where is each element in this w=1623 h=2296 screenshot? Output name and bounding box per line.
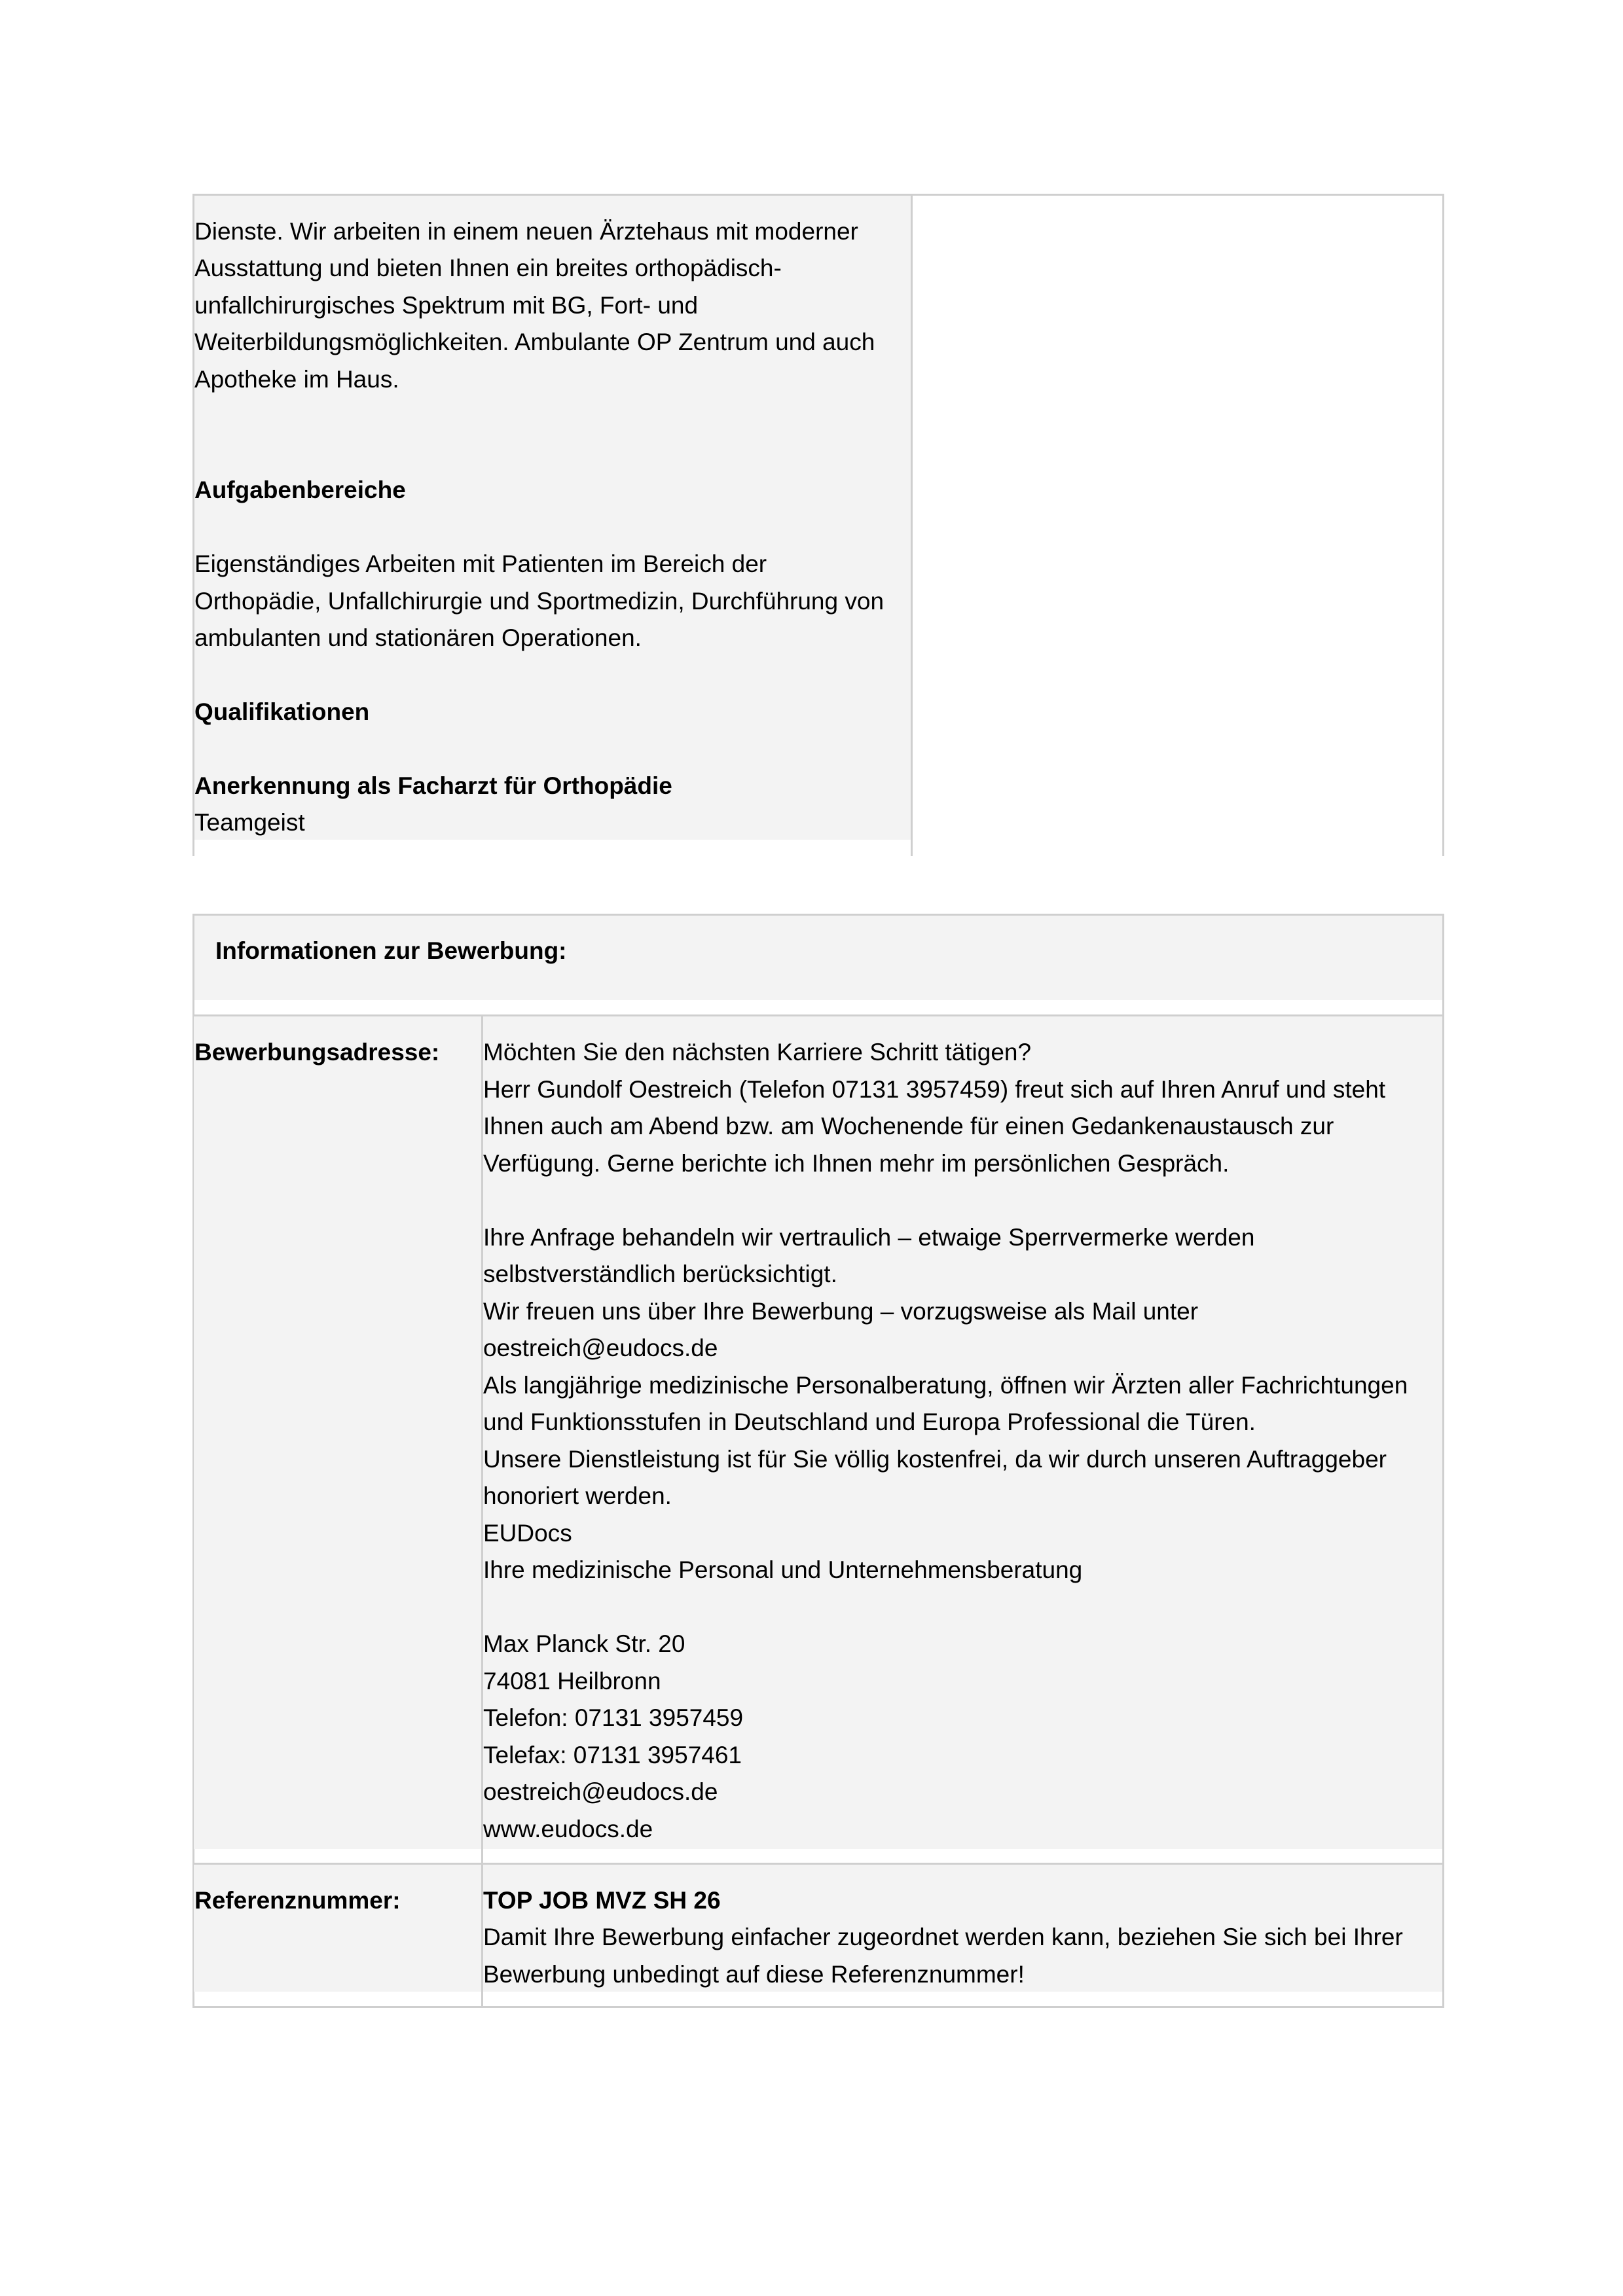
qualification-plain: Teamgeist [194,809,305,836]
reference-number: TOP JOB MVZ SH 26 [483,1887,721,1914]
address-line: Wir freuen uns über Ihre Bewerbung – vorzugsweise als Mail unter [483,1298,1199,1325]
application-header: Informationen zur Bewerbung: [215,937,567,964]
label-cell-bg [194,1016,481,1849]
reference-label: Referenznummer: [194,1887,401,1914]
address-label: Bewerbungsadresse: [194,1039,440,1066]
company-tagline: Ihre medizinische Personal und Unternehmensberatung [483,1556,1083,1583]
table-border-top [192,194,1444,196]
city: 74081 Heilbronn [483,1668,661,1695]
tasks-heading: Aufgabenbereiche [194,476,406,503]
intro-line: Dienste. Wir arbeiten in einem neuen Ärztehaus mit moderner [194,218,858,245]
table-border-bottom [192,2006,1444,2008]
tasks-line: Eigenständiges Arbeiten mit Patienten im Bereich der [194,550,767,577]
address-line: Herr Gundolf Oestreich (Telefon 07131 3957459) freut sich auf Ihren Anruf und steht [483,1076,1386,1103]
table-border-right [1442,194,1444,856]
email-link[interactable]: oestreich@eudocs.de [483,1335,718,1361]
table-divider [911,194,913,856]
qualification-bold: Anerkennung als Facharzt für Orthopädie [194,772,672,799]
address-line: Ihnen auch am Abend bzw. am Wochenende für einen Gedankenaustausch zur [483,1113,1334,1139]
header-border-top [192,914,1444,916]
intro-line: unfallchirurgisches Spektrum mit BG, Fort- und [194,292,699,319]
address-line: Unsere Dienstleistung ist für Sie völlig kostenfrei, da wir durch unseren Auftraggeber [483,1446,1387,1473]
qualifications-heading: Qualifikationen [194,698,370,725]
company-name: EUDocs [483,1520,572,1547]
address-line: honoriert werden. [483,1482,672,1509]
reference-note: Bewerbung unbedingt auf diese Referenznummer! [483,1961,1025,1988]
address-line: Verfügung. Gerne berichte ich Ihnen mehr im persönlichen Gespräch. [483,1150,1230,1177]
address-line: Als langjährige medizinische Personalberatung, öffnen wir Ärzten aller Fachrichtungen [483,1372,1408,1399]
website-link[interactable]: www.eudocs.de [483,1816,653,1842]
email-link[interactable]: oestreich@eudocs.de [483,1778,718,1805]
phone: Telefon: 07131 3957459 [483,1704,744,1731]
street: Max Planck Str. 20 [483,1630,685,1657]
address-line: Ihre Anfrage behandeln wir vertraulich – etwaige Sperrvermerke werden [483,1224,1255,1251]
address-line: Möchten Sie den nächsten Karriere Schritt tätigen? [483,1039,1032,1066]
intro-line: Apotheke im Haus. [194,366,399,393]
address-line: selbstverständlich berücksichtigt. [483,1261,837,1287]
reference-note: Damit Ihre Bewerbung einfacher zugeordnet werden kann, beziehen Sie sich bei Ihrer [483,1924,1403,1950]
fax: Telefax: 07131 3957461 [483,1742,742,1768]
table-border-right [1442,914,1444,2008]
address-line: und Funktionsstufen in Deutschland und Europa Professional die Türen. [483,1408,1256,1435]
tasks-line: Orthopädie, Unfallchirurgie und Sportmedizin, Durchführung von [194,588,884,615]
intro-line: Weiterbildungsmöglichkeiten. Ambulante OP Zentrum und auch [194,329,875,355]
tasks-line: ambulanten und stationären Operationen. [194,624,642,651]
intro-line: Ausstattung und bieten Ihnen ein breites orthopädisch- [194,255,782,281]
